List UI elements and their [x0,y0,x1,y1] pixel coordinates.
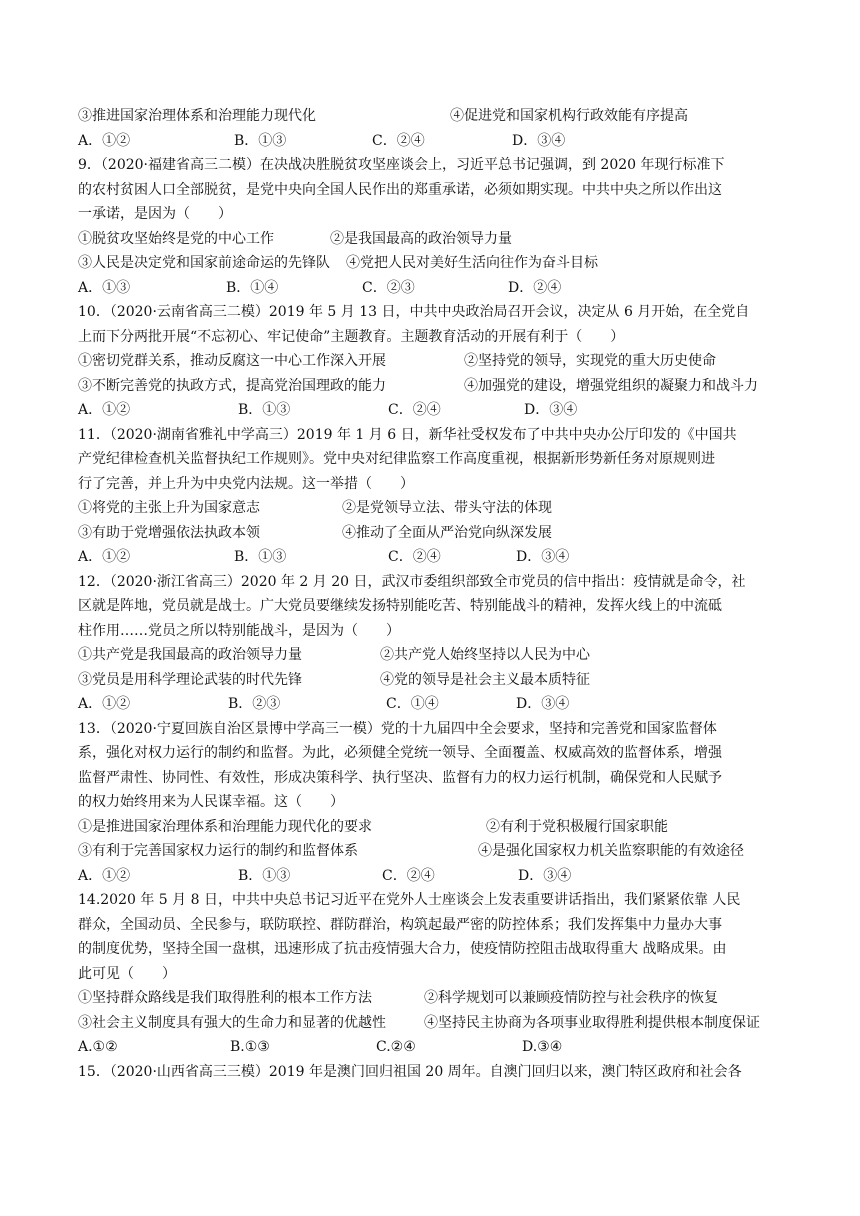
q10-items-row-1 [78,349,784,374]
option-a[interactable]: A．①② [78,402,131,418]
q11-stem-line-1: 11．（2020·湖南省雅礼中学高三）2019 年 1 月 6 日，新华社受权发布了中共中央办公厅印发的《中国共 [78,426,737,443]
option-a[interactable]: A．①② [78,696,131,712]
q10-item-4: ④加强党的建设，增强党组织的凝聚力和战斗力 [464,377,758,394]
option-b[interactable]: B．①③ [238,402,291,418]
q9-options [78,276,784,301]
q8-item-3: ③推进国家治理体系和治理能力现代化 [78,108,316,124]
q10-items-row-2 [78,374,784,399]
q12-item-1: ①共产党是我国最高的政治领导力量 [78,647,302,663]
option-a[interactable]: A．①② [78,549,131,565]
q11-item-2: ②是党领导立法、带头守法的体现 [342,500,552,516]
q8-item-4: ④促进党和国家机构行政效能有序提高 [450,108,688,124]
q13-options [78,864,784,889]
q10-options [78,398,784,423]
option-c[interactable]: C．②④ [372,132,425,149]
q13-stem-line-2: 系，强化对权力运行的制约和监督。为此，必须健全党统一领导、全面覆盖、权威高效的监督体系，增强 [78,745,722,761]
q12-stem-line-3: 柱作用……党员之所以特别能战斗，是因为（ ） [78,622,400,639]
q13-items-row-1 [78,815,784,840]
q9-items-row-2 [78,251,784,276]
q14-items-row-1 [78,986,784,1011]
q12-stem-line-2: 区就是阵地，党员就是战士。广大党员要继续发扬特别能吃苦、特别能战斗的精神，发挥火线上的中流砥 [78,598,722,614]
q14-options [78,1035,784,1060]
q14-items-row-2 [78,1011,784,1036]
option-a[interactable]: A．①② [78,867,131,884]
option-c[interactable]: C．②④ [382,867,435,884]
q9-item-2: ②是我国最高的政治领导力量 [330,230,512,247]
option-c[interactable]: C．②④ [388,549,441,565]
option-d[interactable]: D．③④ [524,402,578,418]
q13-item-3: ③有利于完善国家权力运行的制约和监督体系 [78,843,358,859]
option-d[interactable]: D．②④ [508,279,562,296]
q10-stem-line-2: 上而下分两批开展“不忘初心、牢记使命”主题教育。主题教育活动的开展有利于（ ） [78,328,625,345]
q11-options [78,545,784,570]
q10-stem-line-1: 10．（2020·云南省高三二模）2019 年 5 月 13 日，中共中央政治局召开会议，决定从 6 月开始，在全党自 [78,304,750,320]
q9-stem-line-2: 的农村贫困人口全部脱贫，是党中央向全国人民作出的郑重承诺，必须如期实现。中共中央之所以作出这 [78,181,722,198]
q9-item-4: ④党把人民对美好生活向往作为奋斗目标 [346,255,598,271]
option-d[interactable]: D．③④ [512,132,566,149]
q11-stem-line-2: 产党纪律检查机关监督执纪工作规则》。党中央对纪律监察工作高度重视，根据新形势新任务对原规则进 [78,451,715,467]
q11-items-row-2 [78,521,784,546]
q14-item-3: ③社会主义制度具有强大的生命力和显著的优越性 [78,1014,386,1031]
option-a[interactable]: A．①③ [78,279,131,296]
q13-item-2: ②有利于党积极履行国家职能 [486,818,668,835]
q11-item-1: ①将党的主张上升为国家意志 [78,500,260,516]
option-d[interactable]: D.③④ [522,1039,563,1055]
option-c[interactable]: C．①④ [386,696,439,712]
q10-item-1: ①密切党群关系，推动反腐这一中心工作深入开展 [78,353,386,369]
q12-item-3: ③党员是用科学理论武装的时代先锋 [78,671,302,688]
option-d[interactable]: D．③④ [516,696,570,712]
q12-stem-line-1: 12．（2020·浙江省高三）2020 年 2 月 20 日，武汉市委组织部致全市党员的信中指出：疫情就是命令，社 [78,573,746,590]
q13-stem-line-3: 监督严肃性、协同性、有效性，形成决策科学、执行坚决、监督有力的权力运行机制，确保党和人民赋予 [78,769,722,786]
option-d[interactable]: D．③④ [518,867,572,884]
q12-item-2: ②共产党人始终坚持以人民为中心 [380,647,590,663]
q9-item-3: ③人民是决定党和国家前途命运的先锋队 [78,255,330,271]
option-c[interactable]: C．②④ [388,402,441,418]
q13-stem-line-1: 13．（2020·宁夏回族自治区景博中学高三一模）党的十九届四中全会要求，坚持和完善党和国家监督体 [78,720,717,737]
q8-items-row-1 [78,104,784,129]
q11-items-row-1 [78,496,784,521]
option-b[interactable]: B．①③ [238,867,291,884]
option-b[interactable]: B.①③ [230,1039,270,1055]
q13-item-4: ④是强化国家权力机关监察职能的有效途径 [478,843,744,859]
q10-item-3: ③不断完善党的执政方式，提高党治国理政的能力 [78,377,386,394]
q12-item-4: ④党的领导是社会主义最本质特征 [380,671,590,688]
q13-item-1: ①是推进国家治理体系和治理能力现代化的要求 [78,818,372,835]
q8-options [78,129,784,154]
option-b[interactable]: B．②③ [228,696,281,712]
q12-items-row-2 [78,668,784,693]
q14-stem-line-2: 群众，全国动员、全民参与，联防联控、群防群治，构筑起最严密的防控体系；我们发挥集中力量办大事 [78,916,722,933]
q14-stem-line-3: 的制度优势，坚持全国一盘棋，迅速形成了抗击疫情强大合力，使疫情防控阻击战取得重大 战略成果。由 [78,941,727,957]
q12-items-row-1 [78,643,784,668]
q9-item-1: ①脱贫攻坚始终是党的中心工作 [78,230,274,247]
option-b[interactable]: B．①④ [226,279,279,296]
q9-items-row-1 [78,227,784,252]
option-d[interactable]: D．③④ [516,549,570,565]
exam-page [78,104,784,1084]
q15-stem-line-1: 15．（2020·山西省高三三模）2019 年是澳门回归祖国 20 周年。自澳门回归以来，澳门特区政府和社会各 [78,1063,742,1080]
q13-stem-line-4: 的权力始终用来为人民谋幸福。这（ ） [78,794,344,810]
q14-stem-line-4: 此可见（ ） [78,965,176,982]
q14-item-1: ①坚持群众路线是我们取得胜利的根本工作方法 [78,990,372,1006]
option-c[interactable]: C．②③ [362,279,415,296]
option-b[interactable]: B．①③ [234,549,287,565]
q12-options [78,692,784,717]
q11-stem-line-3: 行了完善，并上升为中央党内法规。这一举措（ ） [78,475,414,492]
option-b[interactable]: B．①③ [234,132,287,149]
q11-item-3: ③有助于党增强依法执政本领 [78,524,260,541]
option-a[interactable]: A．①② [78,132,131,149]
q9-stem-line-1: 9．（2020·福建省高三二模）在决战决胜脱贫攻坚座谈会上，习近平总书记强调，到 2020 年现行标准下 [78,157,725,173]
q14-stem-line-1: 14.2020 年 5 月 8 日，中共中央总书记习近平在党外人士座谈会上发表重要讲话指出，我们紧紧依靠 人民 [78,892,741,908]
option-c[interactable]: C.②④ [376,1039,416,1055]
q10-item-2: ②坚持党的领导，实现党的重大历史使命 [464,353,716,369]
q9-stem-line-3: 一承诺，是因为（ ） [78,206,232,222]
q13-items-row-2 [78,839,784,864]
q14-item-4: ④坚持民主协商为各项事业取得胜利提供根本制度保证 [424,1014,760,1031]
q14-item-2: ②科学规划可以兼顾疫情防控与社会秩序的恢复 [424,990,718,1006]
q11-item-4: ④推动了全面从严治党向纵深发展 [342,524,552,541]
option-a[interactable]: A.①② [78,1039,118,1055]
